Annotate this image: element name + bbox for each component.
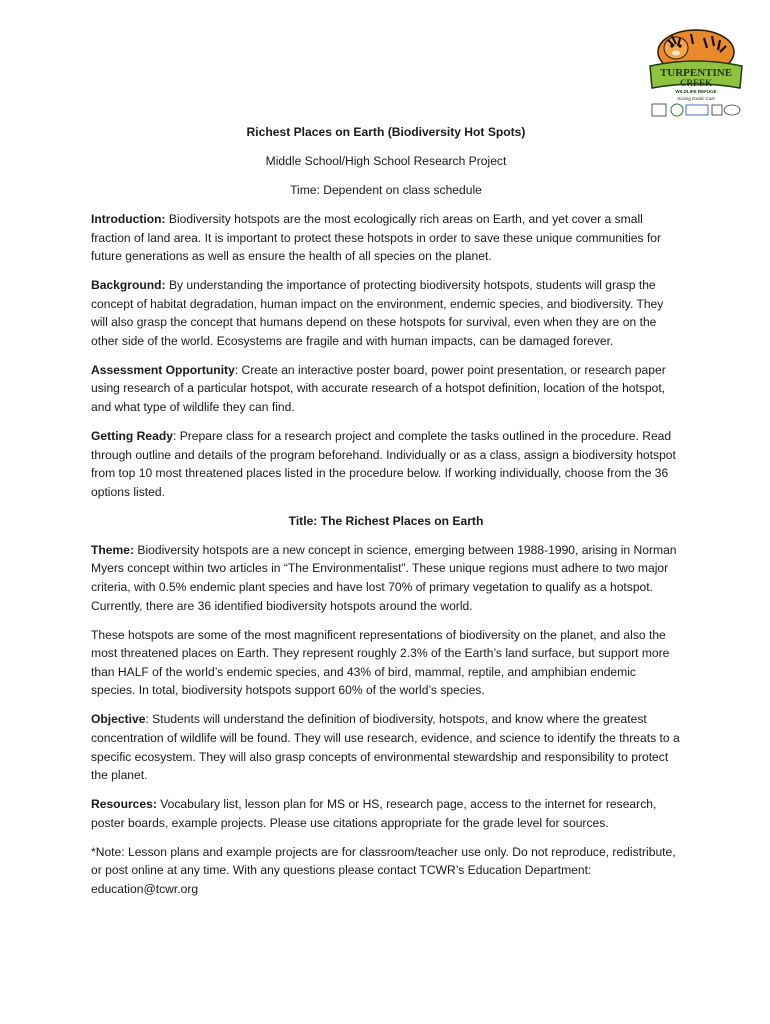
turpentine-creek-logo [646,26,746,122]
introduction-paragraph [91,210,681,266]
time-note: Time: Dependent on class schedule [290,182,482,197]
usage-note: *Note: Lesson plans and example projects are for classroom/teacher use only. Do not reproduce, redistribute, or post online at any time. With any questions please contact TCWR’s Education Department: education@tcwr.org [91,844,676,896]
logo-subtitle: WILDLIFE REFUGE [675,89,717,94]
section-label: Objective [91,712,146,727]
section-title: Title: The Richest Places on Earth [288,513,484,528]
section-text: Vocabulary list, lesson plan for MS or HS, research page, access to the internet for research, poster boards, example projects. Please use citations appropriate for the grade level for sources. [91,797,657,830]
logo-name-top: TURPENTINE [659,67,733,79]
tiger-logo-icon [646,26,746,122]
section-label: Assessment Opportunity [91,362,235,377]
document-body [91,123,681,909]
getting-ready-paragraph [91,427,681,501]
section-text: Biodiversity hotspots are the most ecologically rich areas on Earth, and yet cover a small fraction of land area. It is important to protect these hotspots in order to save these unique communities for future generations as well as ensure the health of all species on the planet. [91,211,662,264]
section-label: Introduction: [91,211,166,226]
background-paragraph [91,276,681,350]
document-title: Richest Places on Earth (Biodiversity Hot Spots) [246,125,526,139]
section-text: : Create an interactive poster board, power point presentation, or research paper using research of a particular hotspot, with accurate research of a hotspot definition, location of the hotspot, and what type of wildlife they can find. [91,362,666,415]
logo-name-bottom: CREEK [679,78,713,88]
assessment-paragraph [91,361,681,417]
section-label: Background: [91,278,166,293]
partner-badge-icon [686,105,708,115]
partner-badge-icon [652,104,666,116]
section-text: Biodiversity hotspots are a new concept in science, emerging between 1988-1990, arising in Norman Myers concept within two articles in “The Environmentalist”. These unique regions must adhere to two major criteria, with 0.5% endemic plant species and have lost 70% of primary vegetation to qualify as a hotspot. Currently, there are 36 identified biodiversity hotspots around the world. [91,542,677,613]
theme-paragraph [91,541,681,615]
section-label: Theme: [91,542,135,557]
section-label: Resources: [91,797,157,812]
section-text: : Students will understand the definition of biodiversity, hotspots, and know where the greatest concentration of wildlife will be found. They will use research, evidence, and science to identify the threats to a specific ecosystem. They will also grasp concepts of environmental stewardship and responsibility to protect the planet. [91,712,680,783]
partner-badge-icon [724,105,740,115]
section-text: : Prepare class for a research project and complete the tasks outlined in the procedure. Read through outline and details of the program beforehand. Individually or as a class, assign a biodiversity hotspot from top 10 most threatened places listed in the procedure below. If working individually, choose from the 36 options listed. [91,429,676,499]
resources-paragraph [91,795,681,832]
partner-badge-icon [671,104,683,116]
partner-badge-icon [712,105,722,115]
logo-tagline: Saving Exotic Cats [677,96,715,101]
hotspots-paragraph: These hotspots are some of the most magnificent representations of biodiversity on the planet, and also the most threatened places on Earth. They represent roughly 2.3% of the Earth’s land surface, but support more than HALF of the world’s endemic species, and 43% of bird, mammal, reptile, and amphibian endemic species. In total, biodiversity hotspots support 60% of the world’s species. [91,627,670,698]
project-level: Middle School/High School Research Project [265,153,507,168]
section-text: By understanding the importance of protecting biodiversity hotspots, students will grasp the concept of habitat degradation, human impact on the environment, endemic species, and biodiversity. They will also grasp the concept that humans depend on these hotspots for survival, even when they are on the other side of the world. Ecosystems are fragile and with human impacts, can be damaged forever. [91,278,664,348]
section-label: Getting Ready [91,429,173,444]
objective-paragraph [91,710,681,784]
